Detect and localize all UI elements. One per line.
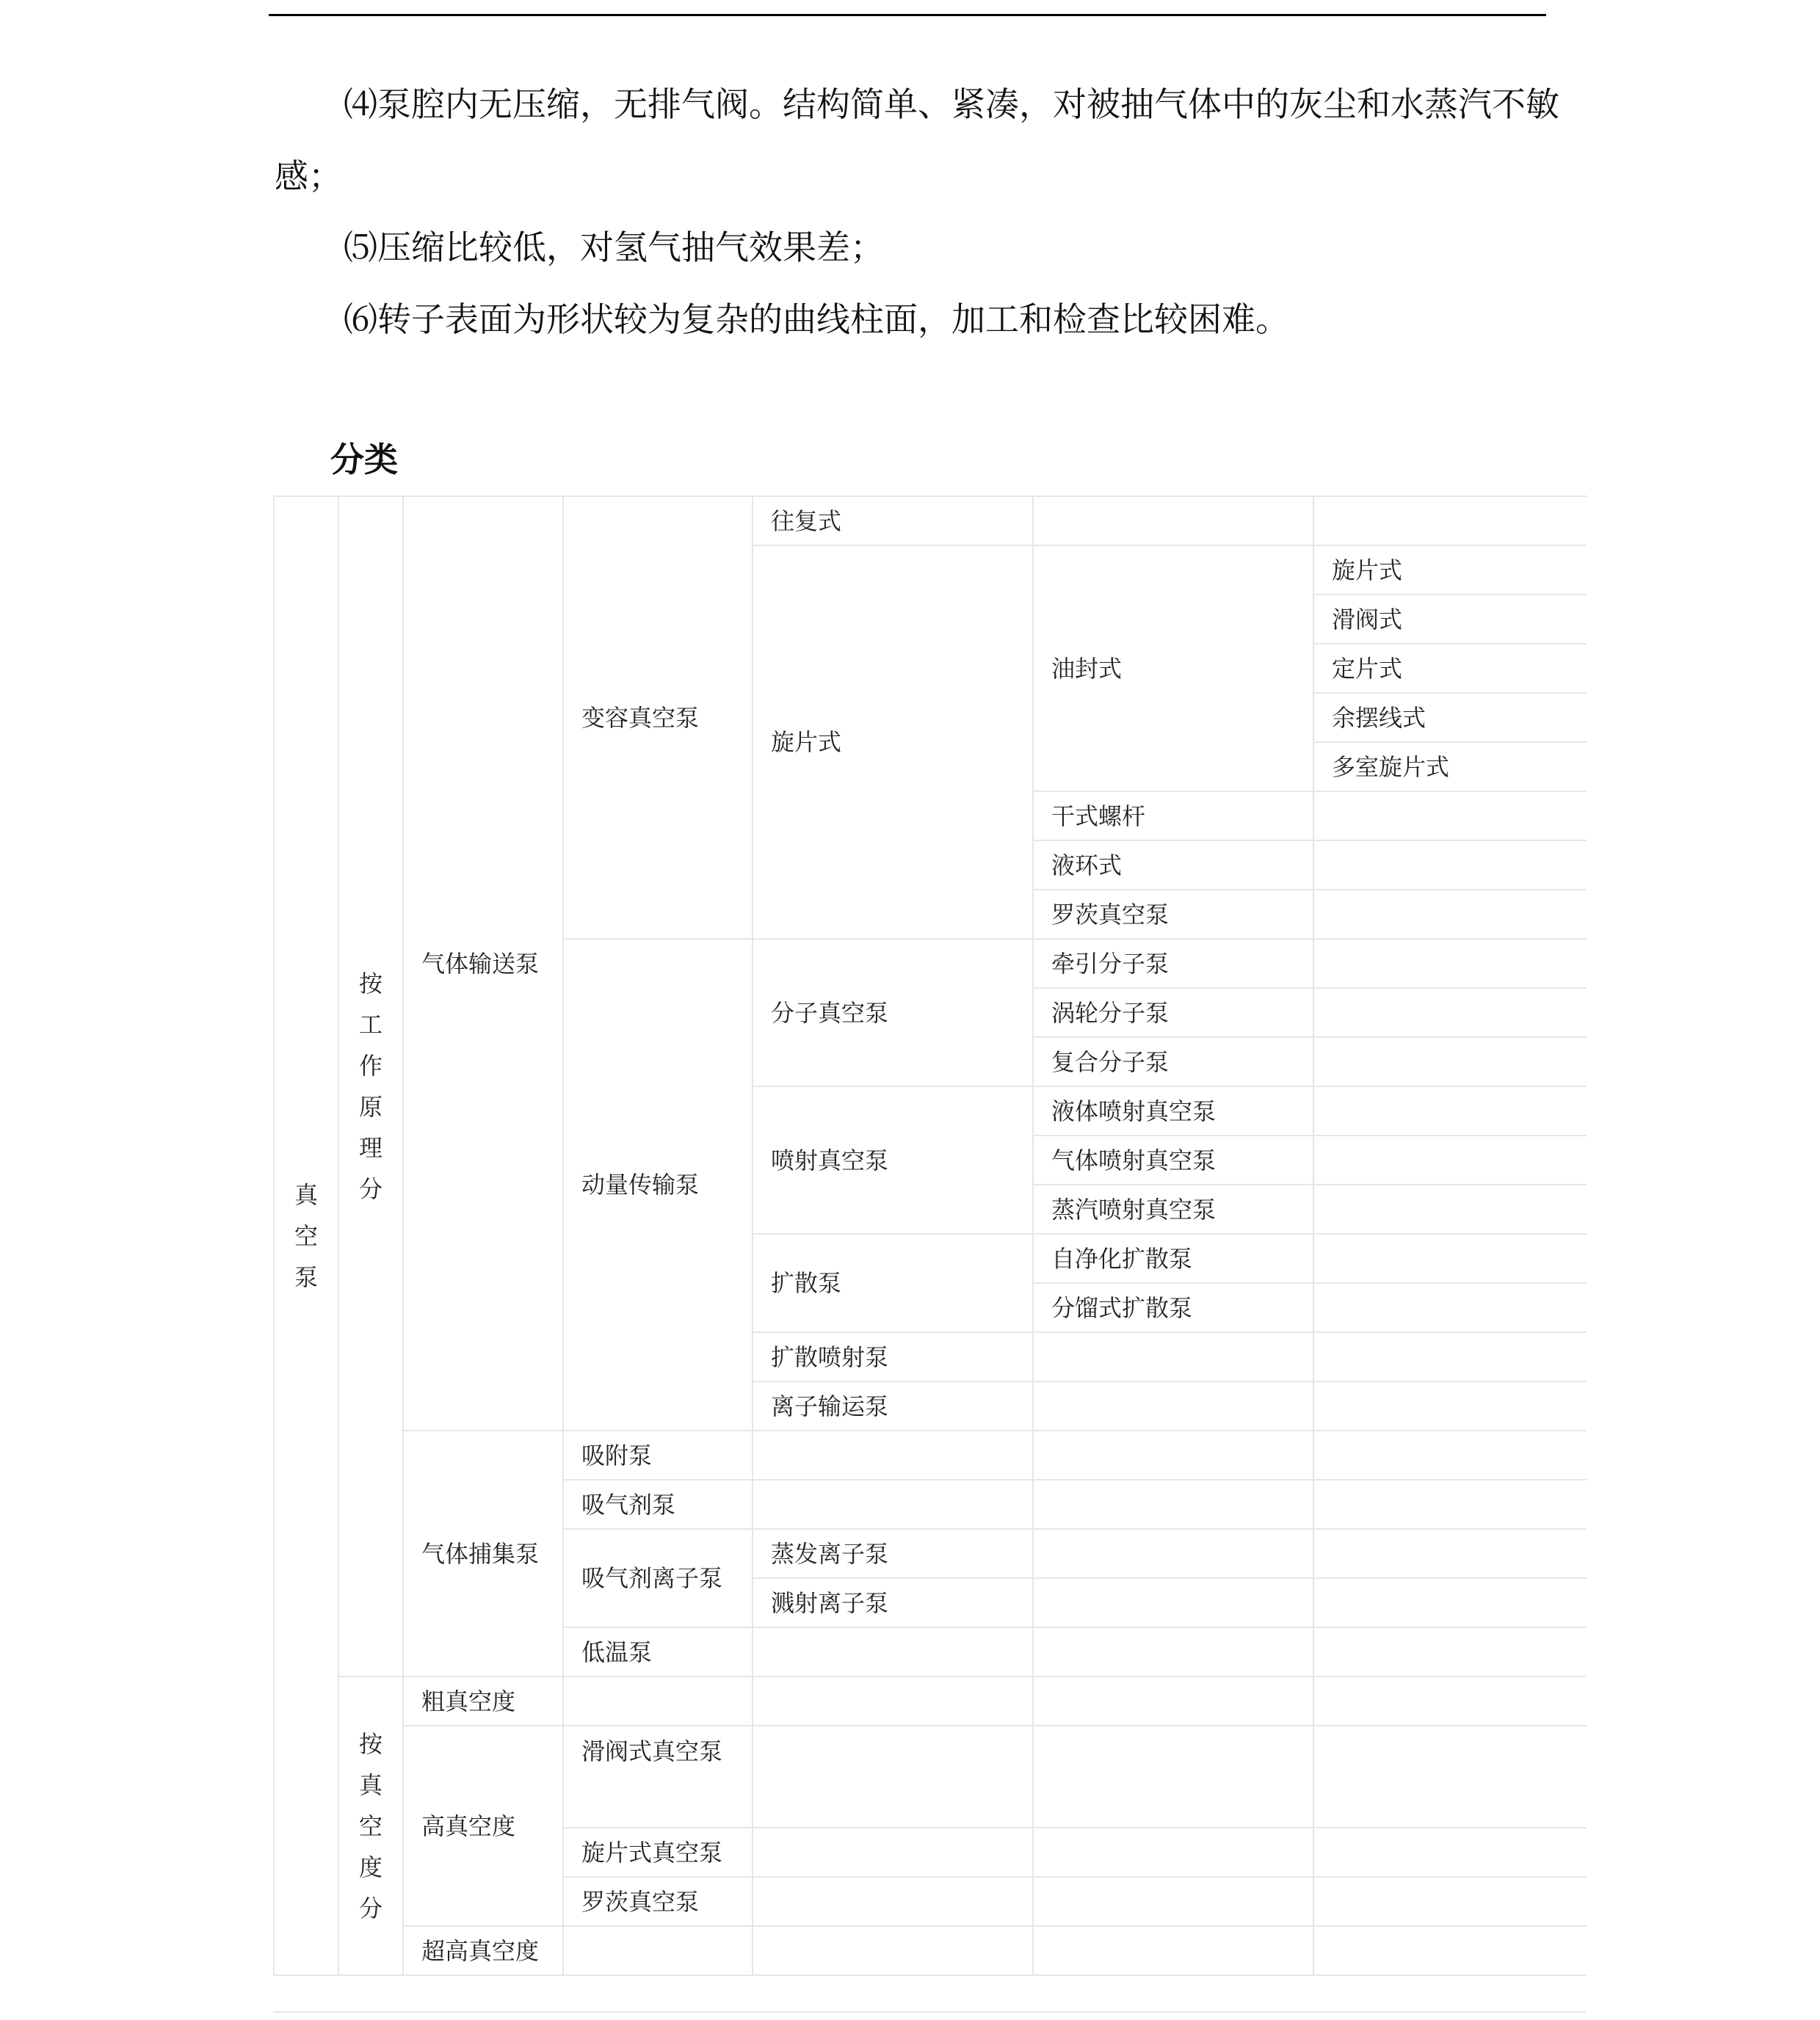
- gas-transfer-cell: 气体输送泵: [403, 496, 563, 1431]
- empty-cell: [1033, 1627, 1313, 1676]
- rotary-vane-cell: 旋片式: [1313, 545, 1587, 595]
- empty-cell: [1313, 1529, 1587, 1578]
- liquid-ring-cell: 液环式: [1033, 840, 1313, 890]
- paragraph-6: ⑹转子表面为形状较为复杂的曲线柱面，加工和检查比较困难。: [344, 299, 1289, 339]
- empty-cell: [1033, 1381, 1313, 1431]
- empty-cell: [1033, 1431, 1313, 1480]
- paragraph-4-line-2: 感；: [275, 156, 342, 196]
- empty-cell: [1313, 939, 1587, 988]
- rotary-vane-vacuum-cell: 旋片式真空泵: [563, 1828, 753, 1877]
- empty-cell: [1033, 1480, 1313, 1529]
- empty-cell: [1033, 1578, 1313, 1627]
- gas-capture-cell: 气体捕集泵: [403, 1431, 563, 1676]
- getter-cell: 吸气剂泵: [563, 1480, 753, 1529]
- by-principle-label: 按工作原理分: [358, 970, 383, 1203]
- empty-cell: [1313, 1136, 1587, 1185]
- empty-cell: [1313, 890, 1587, 939]
- variable-volume-cell: 变容真空泵: [563, 496, 753, 939]
- empty-cell: [1313, 1877, 1587, 1926]
- root-cell: [274, 496, 338, 1975]
- ultra-high-vacuum-cell: 超高真空度: [403, 1926, 563, 1975]
- empty-cell: [1033, 1877, 1313, 1926]
- slide-valve-vacuum-cell: 滑阀式真空泵: [563, 1726, 753, 1828]
- empty-cell: [1313, 1627, 1587, 1676]
- empty-cell: [1313, 1381, 1587, 1431]
- root-label: 真空泵: [294, 1180, 318, 1291]
- empty-cell: [753, 1431, 1033, 1480]
- ion-transfer-cell: 离子输运泵: [753, 1381, 1033, 1431]
- empty-cell: [1313, 840, 1587, 890]
- vapor-jet-cell: 蒸汽喷射真空泵: [1033, 1185, 1313, 1234]
- empty-cell: [1313, 1726, 1587, 1828]
- by-vacuum-label: 按真空度分: [358, 1729, 383, 1922]
- empty-cell: [1313, 1037, 1587, 1086]
- adsorption-cell: 吸附泵: [563, 1431, 753, 1480]
- empty-cell: [1313, 988, 1587, 1037]
- empty-cell: [753, 1926, 1033, 1975]
- roots-vacuum-cell: 罗茨真空泵: [563, 1877, 753, 1926]
- empty-cell: [563, 1926, 753, 1975]
- diffusion-ejector-cell: 扩散喷射泵: [753, 1332, 1033, 1381]
- empty-cell: [1033, 496, 1313, 545]
- compound-molecular-cell: 复合分子泵: [1033, 1037, 1313, 1086]
- empty-cell: [1033, 1828, 1313, 1877]
- sputter-ion-cell: 溅射离子泵: [753, 1578, 1033, 1627]
- by-principle-cell: [338, 496, 403, 1676]
- rotary-cell: 旋片式: [753, 545, 1033, 939]
- empty-cell: [753, 1877, 1033, 1926]
- empty-cell: [1313, 496, 1587, 545]
- empty-cell: [563, 1676, 753, 1726]
- gas-jet-cell: 气体喷射真空泵: [1033, 1136, 1313, 1185]
- multi-chamber-cell: 多室旋片式: [1313, 742, 1587, 791]
- section-heading: 分类: [330, 440, 398, 479]
- empty-cell: [1033, 1529, 1313, 1578]
- diffusion-cell: 扩散泵: [753, 1234, 1033, 1332]
- empty-cell: [753, 1828, 1033, 1877]
- fixed-vane-cell: 定片式: [1313, 644, 1587, 693]
- slide-valve-cell: 滑阀式: [1313, 595, 1587, 644]
- top-rule: [269, 14, 1546, 16]
- empty-cell: [1313, 1283, 1587, 1332]
- empty-cell: [753, 1676, 1033, 1726]
- evaporation-ion-cell: 蒸发离子泵: [753, 1529, 1033, 1578]
- momentum-transfer-cell: 动量传输泵: [563, 939, 753, 1431]
- bottom-rule: [273, 2011, 1586, 2013]
- roots-cell: 罗茨真空泵: [1033, 890, 1313, 939]
- drag-molecular-cell: 牵引分子泵: [1033, 939, 1313, 988]
- liquid-jet-cell: 液体喷射真空泵: [1033, 1086, 1313, 1136]
- classification-table: [273, 495, 1587, 1976]
- oil-sealed-cell: 油封式: [1033, 545, 1313, 791]
- empty-cell: [1313, 1234, 1587, 1283]
- empty-cell: [1313, 1185, 1587, 1234]
- empty-cell: [1313, 1676, 1587, 1726]
- reciprocating-cell: 往复式: [753, 496, 1033, 545]
- getter-ion-cell: 吸气剂离子泵: [563, 1529, 753, 1627]
- paragraph-4-line-1: ⑷泵腔内无压缩，无排气阀。结构简单、紧凑，对被抽气体中的灰尘和水蒸汽不敏: [344, 84, 1559, 124]
- empty-cell: [1033, 1332, 1313, 1381]
- by-vacuum-cell: [338, 1676, 403, 1975]
- cryo-cell: 低温泵: [563, 1627, 753, 1676]
- empty-cell: [753, 1627, 1033, 1676]
- empty-cell: [1313, 1828, 1587, 1877]
- high-vacuum-cell: 高真空度: [403, 1726, 563, 1926]
- ejector-cell: 喷射真空泵: [753, 1086, 1033, 1234]
- empty-cell: [753, 1726, 1033, 1828]
- self-purifying-cell: 自净化扩散泵: [1033, 1234, 1313, 1283]
- empty-cell: [1033, 1726, 1313, 1828]
- empty-cell: [1033, 1676, 1313, 1726]
- empty-cell: [1313, 1480, 1587, 1529]
- empty-cell: [1033, 1926, 1313, 1975]
- empty-cell: [1313, 791, 1587, 840]
- rough-vacuum-cell: 粗真空度: [403, 1676, 563, 1726]
- turbo-molecular-cell: 涡轮分子泵: [1033, 988, 1313, 1037]
- empty-cell: [1313, 1086, 1587, 1136]
- empty-cell: [1313, 1431, 1587, 1480]
- empty-cell: [1313, 1578, 1587, 1627]
- molecular-cell: 分子真空泵: [753, 939, 1033, 1086]
- rocking-piston-cell: 余摆线式: [1313, 693, 1587, 742]
- fractionating-cell: 分馏式扩散泵: [1033, 1283, 1313, 1332]
- empty-cell: [1313, 1332, 1587, 1381]
- paragraph-5: ⑸压缩比较低，对氢气抽气效果差；: [344, 228, 884, 267]
- empty-cell: [753, 1480, 1033, 1529]
- dry-screw-cell: 干式螺杆: [1033, 791, 1313, 840]
- empty-cell: [1313, 1926, 1587, 1975]
